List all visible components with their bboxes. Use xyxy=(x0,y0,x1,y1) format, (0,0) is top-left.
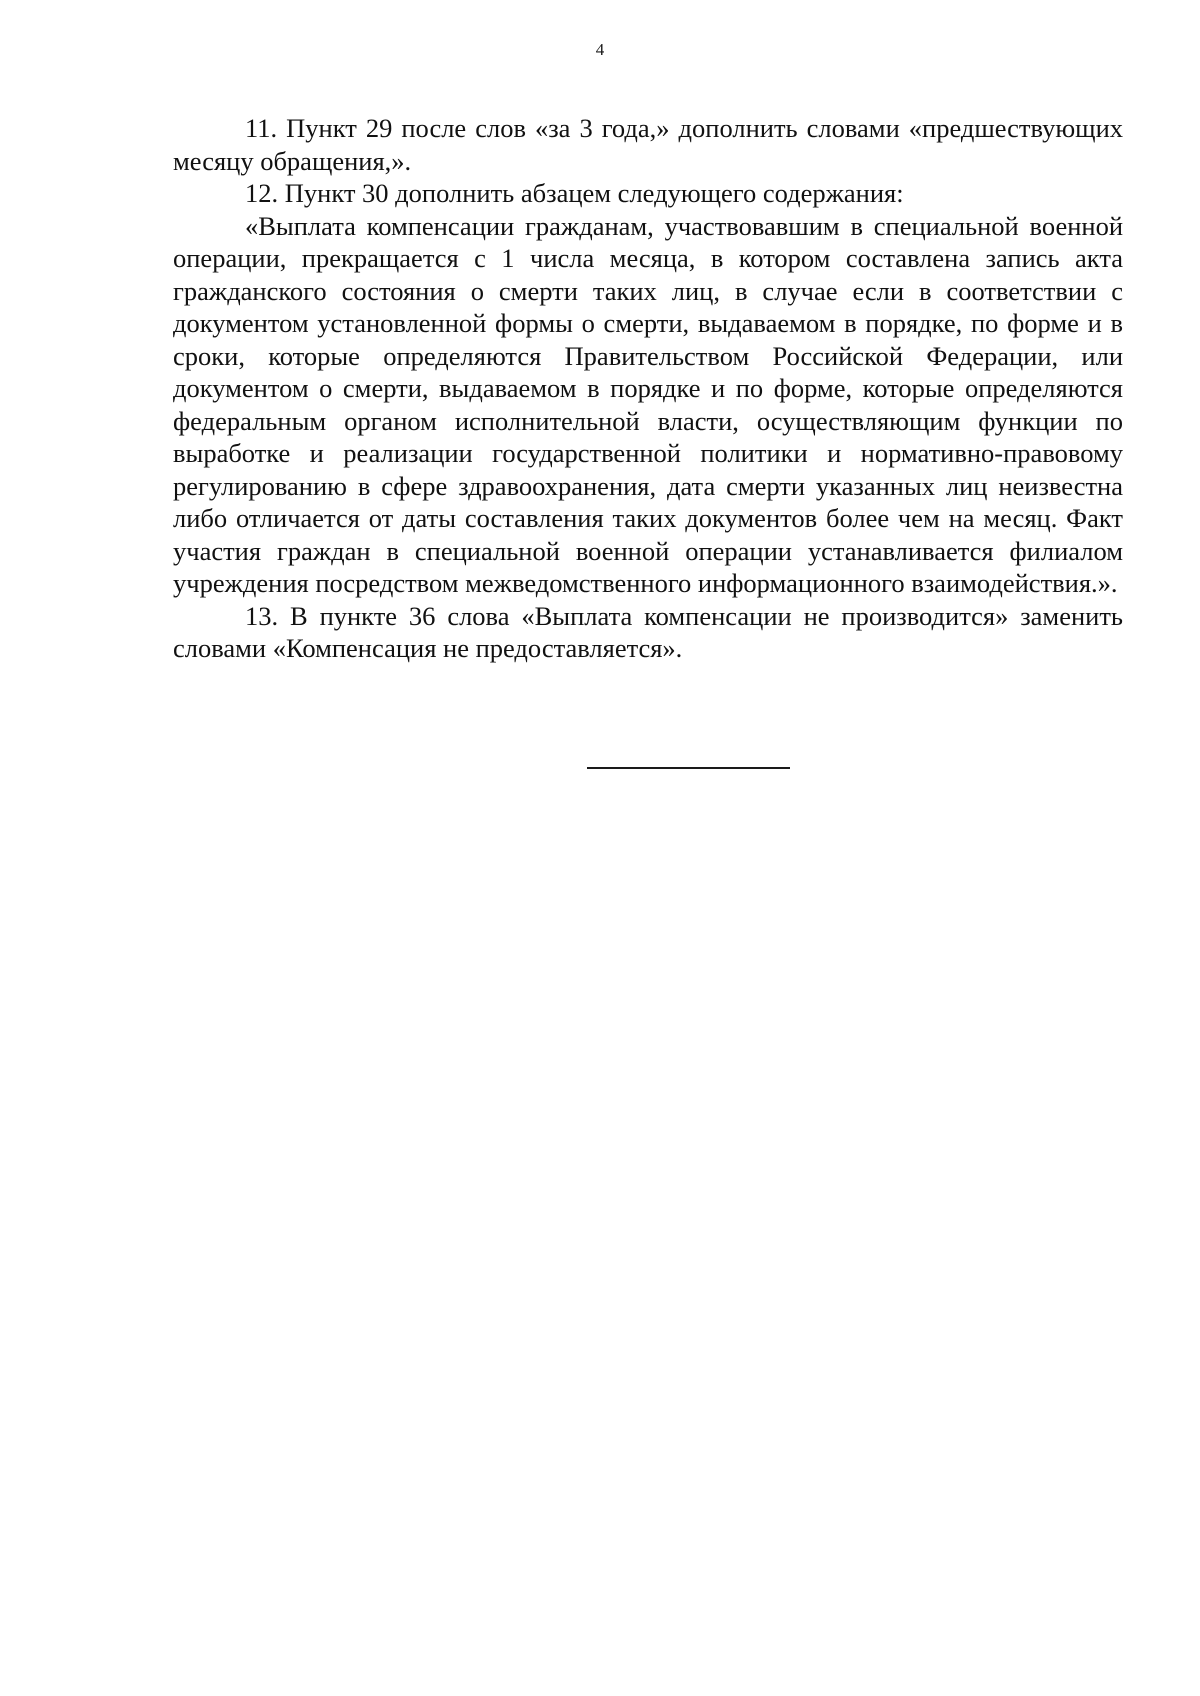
document-body xyxy=(173,112,1123,665)
end-divider-line xyxy=(587,767,790,769)
paragraph-item-12: 12. Пункт 30 дополнить абзацем следующего содержания: xyxy=(245,178,904,208)
paragraph-quoted-insertion: «Выплата компенсации гражданам, участвовавшим в специальной военной операции, прекращается с 1 числа месяца, в котором составлена запись акта гражданского состояния о смерти таких лиц, в случае если в соответствии с документом установленной формы о смерти, выдаваемом в порядке, по форме и в сроки, которые определяются Правительством Российской Федерации, или документом о смерти, выдаваемом в порядке и по форме, которые определяются федеральным органом исполнительной власти, осуществляющим функции по выработке и реализации государственной политики и нормативно-правовому регулированию в сфере здравоохранения, дата смерти указанных лиц неизвестна либо отличается от даты составления таких документов более чем на месяц. Факт участия граждан в специальной военной операции устанавливается филиалом учреждения посредством межведомственного информационного взаимодействия.». xyxy=(173,210,1123,598)
paragraph-item-13: 13. В пункте 36 слова «Выплата компенсации не производится» заменить словами «Компенсация не предоставляется». xyxy=(173,600,1123,663)
page-number: 4 xyxy=(595,40,605,59)
paragraph-item-11: 11. Пункт 29 после слов «за 3 года,» дополнить словами «предшествующих месяцу обращения,». xyxy=(173,113,1123,176)
